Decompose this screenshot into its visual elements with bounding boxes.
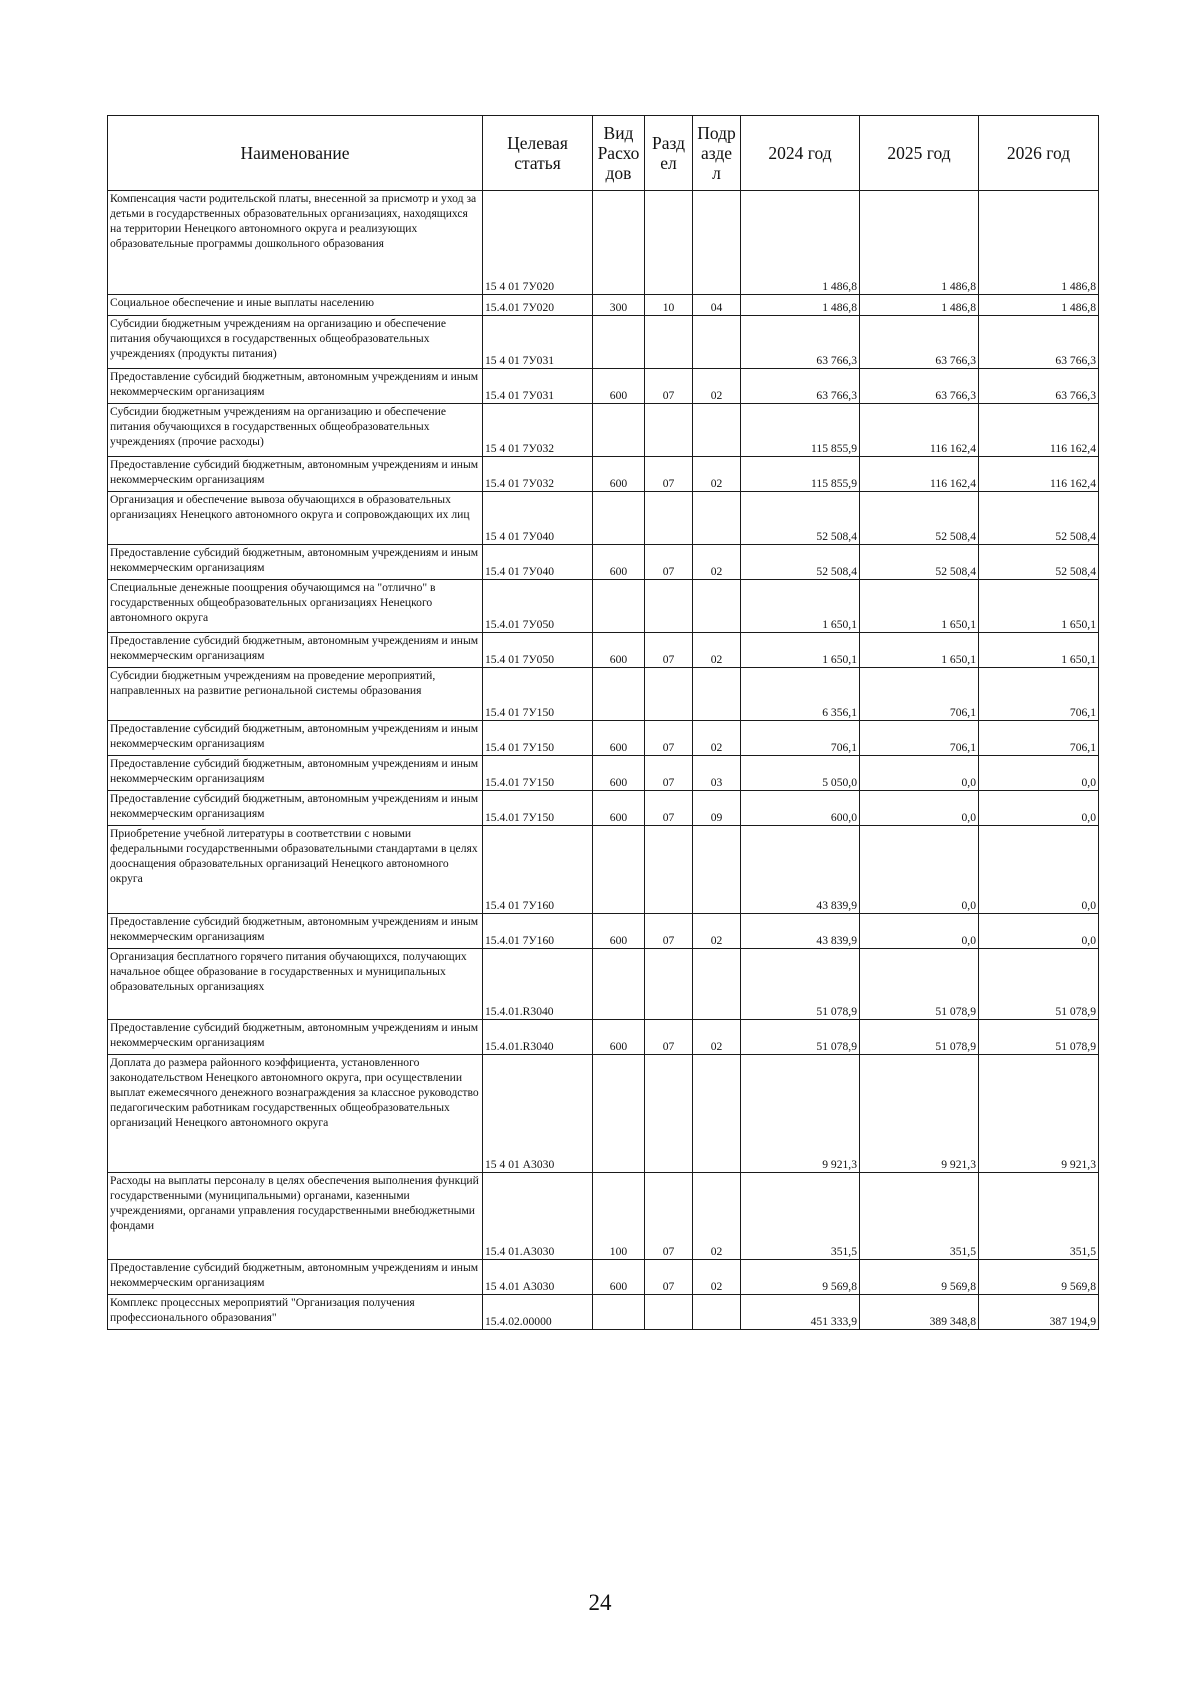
row-expense-type: 600 [593, 633, 645, 668]
table-row [108, 295, 1099, 316]
row-amount-2024: 43 839,9 [741, 826, 860, 914]
row-target-article: 15 4 01 7У031 [483, 316, 593, 369]
row-name: Предоставление субсидий бюджетным, автономным учреждениям и иным некоммерческим организациям [108, 545, 483, 580]
row-section: 07 [645, 633, 693, 668]
header-year-2025: 2025 год [860, 116, 979, 191]
row-name: Доплата до размера районного коэффициента, установленного законодательством Ненецкого автономного округа, при осуществлении выплат ежемесячного денежного вознаграждения за классное руководство педагогическим работникам государственных общеобразовательных организаций Ненецкого автономного округа [108, 1055, 483, 1173]
row-target-article: 15.4 01.А3030 [483, 1173, 593, 1260]
row-section [645, 492, 693, 545]
row-target-article: 15.4.01 7У020 [483, 295, 593, 316]
row-target-article: 15 4 01 7У020 [483, 191, 593, 295]
row-amount-2024: 115 855,9 [741, 404, 860, 457]
row-amount-2024: 51 078,9 [741, 1020, 860, 1055]
row-section [645, 1295, 693, 1330]
row-section [645, 191, 693, 295]
row-target-article: 15.4.01 7У160 [483, 914, 593, 949]
table-row [108, 668, 1099, 721]
row-subsection: 03 [693, 756, 741, 791]
budget-table [107, 115, 1099, 1330]
row-subsection: 04 [693, 295, 741, 316]
row-subsection [693, 949, 741, 1020]
row-amount-2025: 63 766,3 [860, 369, 979, 404]
row-section: 07 [645, 545, 693, 580]
row-amount-2026: 52 508,4 [979, 545, 1099, 580]
row-amount-2025: 63 766,3 [860, 316, 979, 369]
row-amount-2025: 706,1 [860, 721, 979, 756]
row-amount-2025: 389 348,8 [860, 1295, 979, 1330]
row-subsection: 02 [693, 545, 741, 580]
table-row [108, 633, 1099, 668]
row-subsection: 02 [693, 369, 741, 404]
row-section: 07 [645, 1173, 693, 1260]
row-subsection [693, 580, 741, 633]
row-amount-2024: 63 766,3 [741, 369, 860, 404]
table-row [108, 580, 1099, 633]
row-target-article: 15.4 01 7У032 [483, 457, 593, 492]
row-expense-type [593, 1055, 645, 1173]
table-row [108, 721, 1099, 756]
row-amount-2025: 1 486,8 [860, 295, 979, 316]
row-amount-2026: 9 921,3 [979, 1055, 1099, 1173]
table-row [108, 1020, 1099, 1055]
row-amount-2025: 1 486,8 [860, 191, 979, 295]
row-name: Субсидии бюджетным учреждениям на проведение мероприятий, направленных на развитие региональной системы образования [108, 668, 483, 721]
row-amount-2024: 43 839,9 [741, 914, 860, 949]
row-target-article: 15 4 01 7У040 [483, 492, 593, 545]
row-amount-2026: 706,1 [979, 721, 1099, 756]
row-section [645, 404, 693, 457]
header-name: Наименование [108, 116, 483, 191]
row-amount-2026: 0,0 [979, 826, 1099, 914]
row-subsection [693, 492, 741, 545]
row-amount-2026: 1 650,1 [979, 580, 1099, 633]
row-amount-2026: 387 194,9 [979, 1295, 1099, 1330]
row-subsection [693, 316, 741, 369]
row-amount-2025: 116 162,4 [860, 457, 979, 492]
row-expense-type [593, 404, 645, 457]
row-subsection: 09 [693, 791, 741, 826]
row-target-article: 15.4.01 7У150 [483, 756, 593, 791]
row-name: Предоставление субсидий бюджетным, автономным учреждениям и иным некоммерческим организациям [108, 1260, 483, 1295]
table-row [108, 191, 1099, 295]
row-amount-2025: 9 921,3 [860, 1055, 979, 1173]
header-section: Разд ел [645, 116, 693, 191]
table-row [108, 492, 1099, 545]
table-row [108, 914, 1099, 949]
row-name: Приобретение учебной литературы в соответствии с новыми федеральными государственными образовательными стандартами в целях дооснащения образовательных организаций Ненецкого автономного округа [108, 826, 483, 914]
row-amount-2024: 52 508,4 [741, 545, 860, 580]
table-body [108, 191, 1099, 1330]
row-amount-2026: 0,0 [979, 791, 1099, 826]
row-subsection: 02 [693, 1173, 741, 1260]
row-amount-2024: 9 569,8 [741, 1260, 860, 1295]
row-expense-type: 600 [593, 756, 645, 791]
row-expense-type [593, 1295, 645, 1330]
row-amount-2026: 1 650,1 [979, 633, 1099, 668]
row-amount-2024: 52 508,4 [741, 492, 860, 545]
row-subsection [693, 191, 741, 295]
row-amount-2025: 0,0 [860, 756, 979, 791]
row-name: Предоставление субсидий бюджетным, автономным учреждениям и иным некоммерческим организациям [108, 791, 483, 826]
row-amount-2026: 0,0 [979, 914, 1099, 949]
row-target-article: 15.4 01 7У150 [483, 668, 593, 721]
table-row [108, 404, 1099, 457]
table-row [108, 791, 1099, 826]
row-name: Предоставление субсидий бюджетным, автономным учреждениям и иным некоммерческим организациям [108, 633, 483, 668]
row-target-article: 15 4 01 7У032 [483, 404, 593, 457]
row-expense-type: 600 [593, 791, 645, 826]
row-section: 07 [645, 721, 693, 756]
table-header-row [108, 116, 1099, 191]
row-subsection [693, 826, 741, 914]
row-name: Предоставление субсидий бюджетным, автономным учреждениям и иным некоммерческим организациям [108, 369, 483, 404]
row-expense-type [593, 316, 645, 369]
table-row [108, 1055, 1099, 1173]
row-target-article: 15.4.02.00000 [483, 1295, 593, 1330]
row-target-article: 15 4.01 А3030 [483, 1260, 593, 1295]
row-expense-type [593, 191, 645, 295]
row-expense-type: 600 [593, 457, 645, 492]
row-section: 07 [645, 1020, 693, 1055]
row-name: Субсидии бюджетным учреждениям на организацию и обеспечение питания обучающихся в государственных общеобразовательных учреждениях (продукты питания) [108, 316, 483, 369]
row-name: Организация и обеспечение вывоза обучающихся в образовательных организациях Ненецкого автономного округа и сопровождающих их лиц [108, 492, 483, 545]
row-name: Предоставление субсидий бюджетным, автономным учреждениям и иным некоммерческим организациям [108, 457, 483, 492]
row-amount-2026: 116 162,4 [979, 404, 1099, 457]
row-amount-2024: 706,1 [741, 721, 860, 756]
row-amount-2025: 51 078,9 [860, 1020, 979, 1055]
row-target-article: 15.4.01 7У150 [483, 791, 593, 826]
table-row [108, 457, 1099, 492]
row-section: 07 [645, 457, 693, 492]
row-subsection: 02 [693, 1260, 741, 1295]
row-subsection [693, 1055, 741, 1173]
row-section [645, 316, 693, 369]
table-row [108, 756, 1099, 791]
row-amount-2024: 9 921,3 [741, 1055, 860, 1173]
row-expense-type [593, 668, 645, 721]
header-year-2026: 2026 год [979, 116, 1099, 191]
row-subsection: 02 [693, 633, 741, 668]
row-expense-type: 100 [593, 1173, 645, 1260]
row-subsection [693, 668, 741, 721]
row-target-article: 15.4 01 7У150 [483, 721, 593, 756]
row-section [645, 1055, 693, 1173]
table-row [108, 1295, 1099, 1330]
row-amount-2025: 1 650,1 [860, 580, 979, 633]
row-target-article: 15.4 01 7У040 [483, 545, 593, 580]
row-amount-2024: 51 078,9 [741, 949, 860, 1020]
row-amount-2025: 1 650,1 [860, 633, 979, 668]
row-target-article: 15 4 01 А3030 [483, 1055, 593, 1173]
row-expense-type [593, 492, 645, 545]
row-section: 07 [645, 791, 693, 826]
row-amount-2025: 52 508,4 [860, 492, 979, 545]
row-amount-2024: 1 650,1 [741, 633, 860, 668]
row-amount-2024: 63 766,3 [741, 316, 860, 369]
row-name: Расходы на выплаты персоналу в целях обеспечения выполнения функций государственными (муниципальными) органами, казенными учреждениями, органами управления государственными внебюджетными фондами [108, 1173, 483, 1260]
row-section [645, 668, 693, 721]
row-subsection [693, 1295, 741, 1330]
row-amount-2024: 1 486,8 [741, 191, 860, 295]
row-subsection: 02 [693, 914, 741, 949]
row-expense-type: 600 [593, 721, 645, 756]
row-name: Предоставление субсидий бюджетным, автономным учреждениям и иным некоммерческим организациям [108, 721, 483, 756]
row-amount-2024: 600,0 [741, 791, 860, 826]
row-target-article: 15.4.01.R3040 [483, 1020, 593, 1055]
row-section: 07 [645, 1260, 693, 1295]
row-target-article: 15.4.01.R3040 [483, 949, 593, 1020]
table-row [108, 826, 1099, 914]
row-name: Компенсация части родительской платы, внесенной за присмотр и уход за детьми в государственных образовательных организациях, находящихся на территории Ненецкого автономного округа и реализующих образовательные программы дошкольного образования [108, 191, 483, 295]
row-amount-2025: 706,1 [860, 668, 979, 721]
row-subsection: 02 [693, 721, 741, 756]
table-row [108, 316, 1099, 369]
row-name: Предоставление субсидий бюджетным, автономным учреждениям и иным некоммерческим организациям [108, 914, 483, 949]
row-amount-2026: 116 162,4 [979, 457, 1099, 492]
row-amount-2024: 351,5 [741, 1173, 860, 1260]
row-target-article: 15.4 01 7У031 [483, 369, 593, 404]
row-amount-2025: 52 508,4 [860, 545, 979, 580]
row-amount-2026: 706,1 [979, 668, 1099, 721]
row-amount-2026: 51 078,9 [979, 1020, 1099, 1055]
row-subsection: 02 [693, 457, 741, 492]
header-target-article: Целевая статья [483, 116, 593, 191]
row-amount-2026: 9 569,8 [979, 1260, 1099, 1295]
header-year-2024: 2024 год [741, 116, 860, 191]
table-row [108, 949, 1099, 1020]
row-amount-2026: 63 766,3 [979, 316, 1099, 369]
row-amount-2026: 51 078,9 [979, 949, 1099, 1020]
row-name: Предоставление субсидий бюджетным, автономным учреждениям и иным некоммерческим организациям [108, 756, 483, 791]
row-amount-2026: 351,5 [979, 1173, 1099, 1260]
row-amount-2024: 5 050,0 [741, 756, 860, 791]
row-amount-2024: 115 855,9 [741, 457, 860, 492]
row-expense-type [593, 826, 645, 914]
row-expense-type: 600 [593, 1260, 645, 1295]
header-subsection: Подр азде л [693, 116, 741, 191]
table-row [108, 1260, 1099, 1295]
row-expense-type: 300 [593, 295, 645, 316]
row-amount-2025: 0,0 [860, 826, 979, 914]
row-name: Комплекс процессных мероприятий "Организация получения профессионального образования" [108, 1295, 483, 1330]
table-row [108, 1173, 1099, 1260]
row-amount-2026: 1 486,8 [979, 295, 1099, 316]
row-amount-2025: 351,5 [860, 1173, 979, 1260]
header-expense-type: Вид Расхо дов [593, 116, 645, 191]
row-expense-type [593, 580, 645, 633]
row-section [645, 949, 693, 1020]
row-subsection: 02 [693, 1020, 741, 1055]
row-expense-type: 600 [593, 545, 645, 580]
table-row [108, 369, 1099, 404]
row-name: Предоставление субсидий бюджетным, автономным учреждениям и иным некоммерческим организациям [108, 1020, 483, 1055]
row-amount-2025: 0,0 [860, 914, 979, 949]
row-amount-2024: 1 650,1 [741, 580, 860, 633]
row-section [645, 826, 693, 914]
row-amount-2025: 116 162,4 [860, 404, 979, 457]
row-subsection [693, 404, 741, 457]
row-target-article: 15.4 01 7У050 [483, 633, 593, 668]
row-amount-2024: 1 486,8 [741, 295, 860, 316]
row-amount-2025: 0,0 [860, 791, 979, 826]
row-amount-2024: 451 333,9 [741, 1295, 860, 1330]
row-amount-2026: 0,0 [979, 756, 1099, 791]
row-amount-2026: 52 508,4 [979, 492, 1099, 545]
row-expense-type: 600 [593, 369, 645, 404]
row-amount-2025: 9 569,8 [860, 1260, 979, 1295]
row-amount-2026: 1 486,8 [979, 191, 1099, 295]
row-name: Организация бесплатного горячего питания обучающихся, получающих начальное общее образование в государственных и муниципальных образовательных организациях [108, 949, 483, 1020]
row-section: 10 [645, 295, 693, 316]
row-section: 07 [645, 756, 693, 791]
row-section: 07 [645, 369, 693, 404]
row-name: Социальное обеспечение и иные выплаты населению [108, 295, 483, 316]
row-target-article: 15.4 01 7У160 [483, 826, 593, 914]
row-amount-2025: 51 078,9 [860, 949, 979, 1020]
row-name: Специальные денежные поощрения обучающимся на "отлично" в государственных общеобразовательных организациях Ненецкого автономного округа [108, 580, 483, 633]
row-name: Субсидии бюджетным учреждениям на организацию и обеспечение питания обучающихся в государственных общеобразовательных учреждениях (прочие расходы) [108, 404, 483, 457]
row-expense-type [593, 949, 645, 1020]
row-amount-2026: 63 766,3 [979, 369, 1099, 404]
row-amount-2024: 6 356,1 [741, 668, 860, 721]
row-section [645, 580, 693, 633]
row-expense-type: 600 [593, 914, 645, 949]
table-row [108, 545, 1099, 580]
page-number: 24 [588, 1590, 612, 1615]
row-expense-type: 600 [593, 1020, 645, 1055]
row-target-article: 15.4.01 7У050 [483, 580, 593, 633]
row-section: 07 [645, 914, 693, 949]
